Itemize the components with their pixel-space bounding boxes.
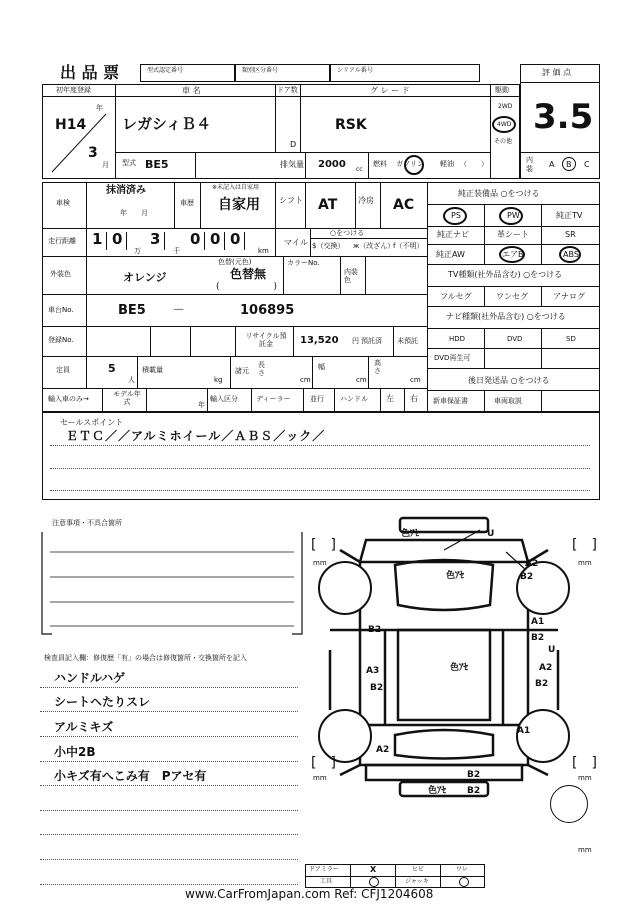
note-line [40,810,298,811]
equip-ps-circle [443,207,467,225]
mark-b2-right1: B2 [531,633,545,643]
legend-broken: ワレ [456,866,469,873]
shift-label: シフト [279,196,303,205]
footer-ref: www.CarFromJapan.com Ref: CFJ1204608 [185,887,434,901]
mark-rear-b2: B2 [467,786,481,796]
load-label: 積載量 [142,366,163,374]
digit-divider [106,232,107,250]
chassis-prefix: BE5 [118,303,146,318]
equip-leather: 革シート [497,230,529,239]
persons-unit: 人 [128,376,135,384]
dvd-label: DVD再生可 [434,354,471,362]
digit-divider [224,232,225,250]
mileage-digit: 3 [150,230,161,248]
mileage-digit: 0 [112,230,123,248]
cc-unit: cc [356,166,363,173]
mark-b2-right2: B2 [535,679,549,689]
note-line [40,884,298,885]
usage-value: 自家用 [218,197,260,213]
mark-a3-left: A3 [366,666,380,676]
mm-fl: mm [313,559,327,567]
mark-b2-rear: B2 [467,770,481,780]
bracket-fl: [ ] [311,537,336,553]
dims-label: 諸元 [235,367,249,375]
handle-right: 右 [410,394,418,403]
mark-front-bumper-u: U [487,529,495,539]
note-line [40,711,298,712]
interior-b: B [566,160,572,169]
color-change-value: 色替無 [230,267,267,281]
meter-tamper: ж（改ざん） [353,242,395,250]
mark-a1-rear-right: A1 [517,726,531,736]
color-no-label: カラーNo. [287,259,320,267]
mm-spare: mm [578,846,592,854]
chassis-no: 106895 [240,303,295,318]
fuel-diesel: 軽油 [440,160,454,168]
fuel-gas-circle [404,155,424,175]
sales-text: ＥＴＣ／／アルミホイール／ＡＢＳ／ック／ [66,429,326,443]
car-name-label: 車 名 [182,86,201,95]
kg-unit: kg [214,376,223,384]
shift-value: AT [318,197,338,213]
grade-label: グ レ ー ド [370,86,410,95]
model-year-label: モデル年式 [113,390,141,407]
color-value: オレンジ [123,271,167,284]
navi-dvd: DVD [507,335,523,343]
man-unit: 万 [134,247,141,255]
year-unit: 年 [96,104,103,112]
note-text: アルミキズ [54,720,114,734]
import-class-label: 輸入区分 [210,395,238,403]
mm-rr: mm [578,774,592,782]
model-label: 型式 [122,159,136,167]
equip-airbag-circle [499,246,525,263]
mark-a1-right: A1 [531,617,545,627]
score-value: 3.5 [533,97,594,137]
note-line [40,761,298,762]
inspection-value: 抹消済み [106,185,146,196]
bracket-rr: [ ] [572,755,597,771]
legend-jack-mark [459,877,469,887]
note-line [40,859,298,860]
disp-value: 2000 [318,159,346,170]
mm-fr: mm [578,559,592,567]
legend-mirror-mark: X [370,865,377,874]
equip-title: 純正装備品 ○をつける [458,189,540,198]
model-value: BE5 [145,158,169,171]
doors-label: ドア数 [277,86,298,94]
legend-jack: ジャッキ [405,878,429,885]
drive-other: その他 [494,138,513,145]
month-unit: 月 [102,161,109,169]
mark-b2-left-front: B2 [368,625,382,635]
int-color-label: 内装色 [344,268,358,285]
equip-abs: ABS [563,250,579,259]
equip-sr: SR [565,230,576,239]
navi-hdd: HDD [449,335,466,343]
mileage-label: 走行距離 [48,237,76,245]
fuel-label: 燃料 [373,160,387,168]
note-line [40,687,298,688]
interior-a: A [549,160,555,169]
legend-crack: ヒビ [412,866,425,873]
capacity-label: 定員 [56,366,70,374]
digit-divider [164,232,165,250]
sales-label: セールスポイント [60,418,124,427]
mark-b2-front: B2 [520,572,534,582]
model-cert-label: 型式認定番号 [147,67,184,74]
equip-ps: PS [451,211,461,220]
spare-tire-circle [550,785,588,823]
usage-note: ※未記入は自家用 [212,184,260,191]
reg-year: H14 [55,117,87,133]
mileage-digit: 0 [210,230,221,248]
car-diagram [300,510,600,810]
interior-c: C [584,160,590,169]
mm-rl: mm [313,774,327,782]
meter-unknown: f（不明） [393,242,424,250]
equip-pw-circle [499,207,523,225]
after-title: 後日発送品 ○をつける [468,376,550,385]
handle-label: ハンドル [340,395,368,403]
equip-pw: PW [507,211,520,220]
chassis-label: 車台No. [48,306,74,314]
recycle-unpaid: 未預託 [397,337,418,345]
height-label: 高さ [374,359,381,375]
type-class-label: 類別区分番号 [242,67,279,74]
mark-u-right: U [548,645,556,655]
digit-divider [126,232,127,250]
after-manual: 車両取説 [494,397,522,405]
chassis-dash: － [172,303,186,318]
sales-block [42,412,600,500]
mileage-digit: 0 [190,230,201,248]
note-line [40,785,298,786]
caution-frame [40,528,305,638]
mile-label: マイル [284,238,308,247]
bracket-rl: [ ] [311,755,336,771]
mark-hood: 色ｱｾ [446,571,465,581]
usage-label: 車歴 [180,199,194,207]
note-text: シートヘたりスレ [54,695,151,709]
recycle-label: リサイクル預託金 [245,332,287,349]
dealer-opt: ディーラー [256,395,291,403]
mark-rear-bumper: 色ｱｾ [428,786,447,796]
form-title: 出 品 票 [60,63,120,82]
km-unit: km [258,247,269,255]
drive-label: 駆動 [495,86,509,94]
drive-2wd: 2WD [498,103,513,110]
note-line [40,834,298,835]
cm-len: cm [300,376,311,384]
inspector-label: 検査員記入欄：修復歴「有」の場合は修復箇所・交換箇所を記入 [44,654,247,662]
note-text: ハンドルハゲ [54,671,126,685]
note-text: 小キズ有へこみ有 Pアセ有 [54,769,207,783]
tv-fullseg: フルセグ [440,292,472,301]
mark-front-bumper: 色ｱｾ [401,529,420,539]
handle-left: 左 [386,394,394,403]
legend-tool-mark [369,877,379,887]
door-value: D [290,140,297,149]
drive-4wd: 4WD [497,121,512,128]
len-label: 長さ [258,361,265,377]
equip-airbag: エアB [502,250,524,259]
digit-divider [244,232,245,250]
equip-aw: 純正AW [436,250,465,259]
interior-b-circle [562,157,576,171]
tv-oneseg: ワンセグ [496,292,528,301]
parallel-opt: 並行 [310,395,324,403]
mileage-digit: 0 [230,230,241,248]
cm-width: cm [356,376,367,384]
car-name: レガシィＢ４ [122,115,212,133]
ac-label: 冷房 [358,196,374,205]
import-label: 輸入車のみ→ [48,395,89,403]
recycle-paid: 預託済 [361,337,382,345]
legend-tool: 工具 [320,878,333,885]
color-label: 外装色 [50,270,71,278]
color-paren: ( ) [216,282,278,292]
navi-sd: SD [566,335,576,343]
equip-navi: 純正ナビ [437,230,469,239]
tv-title: TV種類(社外品含む) ○をつける [448,270,563,279]
disp-label: 排気量 [280,160,304,169]
tv-analog: アナログ [553,292,585,301]
drive-4wd-circle [492,116,516,133]
ac-value: AC [393,197,415,213]
recycle-value: 13,520 [300,335,339,346]
after-warranty: 新車保証書 [433,397,468,405]
regno-label: 登録No. [48,336,74,344]
mark-a2-rear-left: A2 [376,745,390,755]
grade-value: RSK [335,117,367,133]
capacity-value: 5 [108,362,116,375]
inspection-ym: 年 月 [120,209,148,217]
caution-label: 注意事項・不具合箇所 [52,519,122,527]
model-year-unit: 年 [198,401,205,409]
meter-exchange: $（交換） [312,242,345,250]
fuel-gas: ガソリン [396,160,424,168]
mark-a2-right: A2 [539,663,553,673]
inspection-label: 車検 [56,199,70,207]
recycle-unit: 円 [352,337,359,345]
legend-mirror: ドアミラー [309,866,339,873]
mileage-digit: 1 [92,230,103,248]
reg-month: 3 [88,145,98,161]
reg-slash [48,112,108,174]
equip-abs-circle [559,246,581,263]
navi-title: ナビ種類(社外品含む) ○をつける [446,312,566,321]
circle-note: ○をつける [330,229,365,237]
first-reg-label: 初年度登録 [56,86,91,94]
score-label: 評 価 点 [542,68,572,77]
width-label: 幅 [318,363,325,371]
cm-height: cm [410,376,421,384]
bracket-fr: [ ] [572,537,597,553]
serial-label: シリアル番号 [337,67,373,74]
interior-label: 内装 [526,156,533,174]
mark-b2-left: B2 [370,683,384,693]
mark-roof: 色ｱｾ [450,663,469,673]
mark-a2-front: A2 [525,559,539,569]
color-change-label: 色替(元色) [218,258,252,266]
note-text: 小中2B [54,745,96,759]
sen-unit: 千 [173,247,180,255]
fuel-paren: （ ） [460,160,488,168]
equip-tv: 純正TV [556,211,583,220]
digit-divider [204,232,205,250]
note-line [40,736,298,737]
